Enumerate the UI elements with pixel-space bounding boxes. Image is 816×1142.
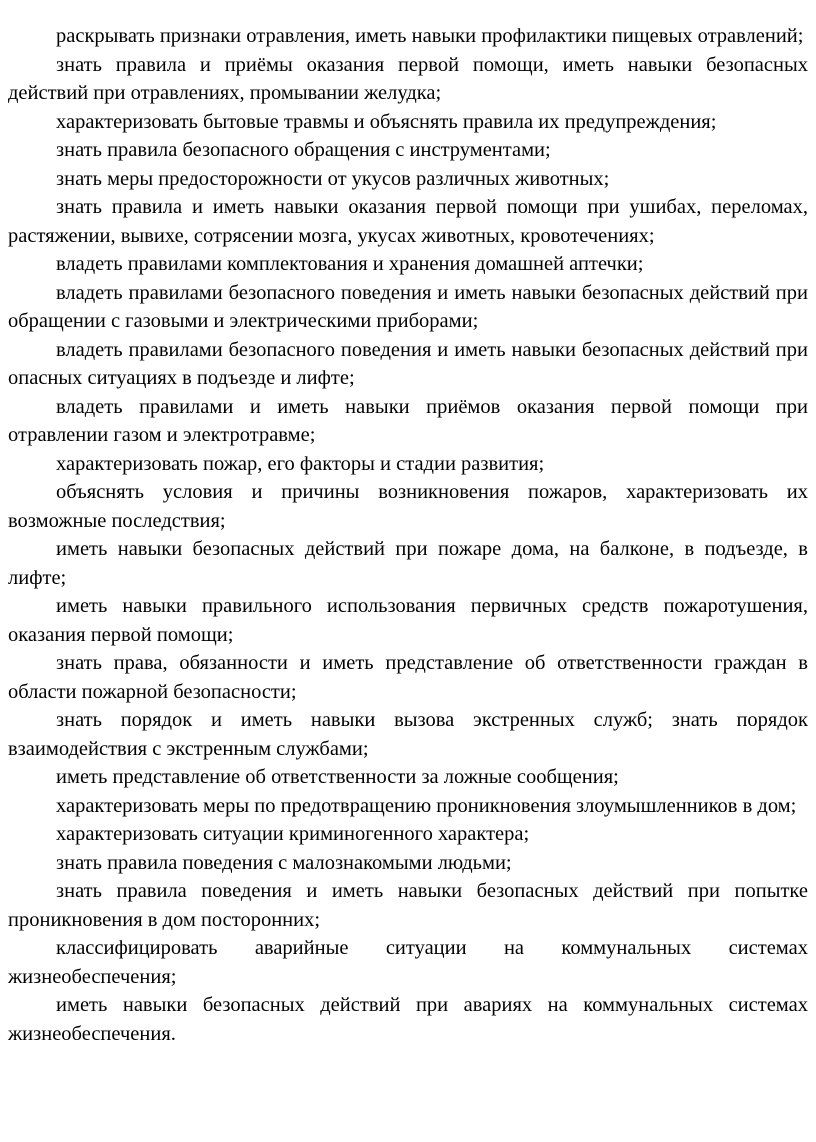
paragraph: характеризовать ситуации криминогенного характера; xyxy=(56,823,530,845)
paragraph: владеть правилами и иметь навыки приёмов оказания первой помощи при отравлении газом и электротравме; xyxy=(8,395,808,446)
paragraph: классифицировать аварийные ситуации на коммунальных системах жизнеобеспечения; xyxy=(8,937,808,988)
paragraph: знать права, обязанности и иметь представление об ответственности граждан в области пожарной безопасности; xyxy=(8,652,808,703)
paragraph: знать порядок и иметь навыки вызова экстренных служб; знать порядок взаимодействия с экстренным службами; xyxy=(8,709,808,760)
paragraph: иметь представление об ответственности за ложные сообщения; xyxy=(56,766,619,788)
paragraph: характеризовать бытовые травмы и объяснять правила их предупреждения; xyxy=(56,110,717,133)
paragraph: владеть правилами безопасного поведения и иметь навыки безопасных действий при опасных ситуациях в подъезде и лифте; xyxy=(8,338,808,389)
paragraph: знать правила безопасного обращения с инструментами; xyxy=(56,139,551,161)
paragraph: раскрывать признаки отравления, иметь навыки профилактики пищевых отравлений; xyxy=(56,25,804,47)
paragraph: объяснять условия и причины возникновения пожаров, характеризовать их возможные последствия; xyxy=(8,481,808,532)
document-body xyxy=(8,22,808,1048)
paragraph: знать правила и иметь навыки оказания первой помощи при ушибах, переломах, растяжении, вывихе, сотрясении мозга, укусах животных, кровотечениях; xyxy=(8,196,808,247)
paragraph: знать меры предосторожности от укусов различных животных; xyxy=(56,167,610,190)
paragraph: владеть правилами комплектования и хранения домашней аптечки; xyxy=(56,253,644,275)
paragraph: характеризовать меры по предотвращению проникновения злоумышленников в дом; xyxy=(56,794,797,817)
paragraph: знать правила поведения и иметь навыки безопасных действий при попытке проникновения в дом посторонних; xyxy=(8,880,808,931)
paragraph: характеризовать пожар, его факторы и стадии развития; xyxy=(56,452,545,475)
paragraph: иметь навыки правильного использования первичных средств пожаротушения, оказания первой помощи; xyxy=(8,595,808,646)
paragraph: знать правила и приёмы оказания первой помощи, иметь навыки безопасных действий при отравлениях, промывании желудка; xyxy=(8,53,808,104)
paragraph: владеть правилами безопасного поведения и иметь навыки безопасных действий при обращении с газовыми и электрическими приборами; xyxy=(8,281,808,332)
paragraph: иметь навыки безопасных действий при авариях на коммунальных системах жизнеобеспечения. xyxy=(8,994,808,1045)
paragraph: иметь навыки безопасных действий при пожаре дома, на балконе, в подъезде, в лифте; xyxy=(8,538,808,589)
paragraph: знать правила поведения с малознакомыми людьми; xyxy=(56,851,512,874)
